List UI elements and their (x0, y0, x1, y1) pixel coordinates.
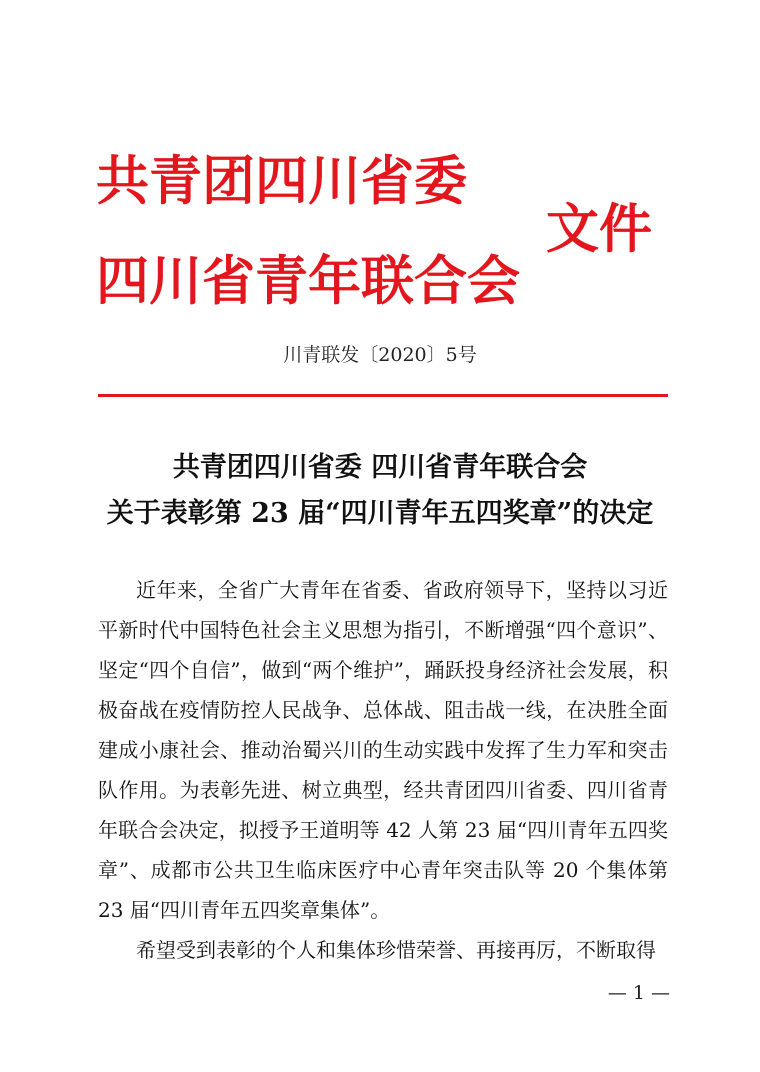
body-line: 23 届“四川青年五四奖章集体”。 (98, 898, 391, 922)
body-line: 平新时代中国特色社会主义思想为指引，不断增强“四个意识”、 (98, 618, 668, 642)
issuing-org-line-2: 四川省青年联合会 (96, 251, 520, 312)
body-line: 坚定“四个自信”，做到“两个维护”，踊跃投身经济社会发展，积 (98, 658, 668, 682)
red-divider-line (98, 394, 668, 397)
page-number: — 1 — (607, 982, 670, 1004)
document-title-line-2: 关于表彰第 23 届“四川青年五四奖章”的决定 (106, 498, 654, 529)
document-type-label: 文件 (546, 199, 652, 260)
body-line: 年联合会决定，拟授予王道明等 42 人第 23 届“四川青年五四奖 (98, 818, 668, 842)
body-line: 极奋战在疫情防控人民战争、总体战、阻击战一线，在决胜全面 (98, 698, 668, 722)
body-line: 近年来，全省广大青年在省委、省政府领导下，坚持以习近 (136, 578, 668, 602)
issuing-org-line-1: 共青团四川省委 (96, 151, 467, 212)
body-line: 建成小康社会、推动治蜀兴川的生动实践中发挥了生力军和突击 (98, 738, 668, 762)
body-line: 队作用。为表彰先进、树立典型，经共青团四川省委、四川省青 (98, 778, 668, 802)
document-title-line-1: 共青团四川省委 四川省青年联合会 (172, 452, 588, 483)
body-line: 章”、成都市公共卫生临床医疗中心青年突击队等 20 个集体第 (98, 858, 668, 882)
body-text (98, 570, 668, 970)
body-line: 希望受到表彰的个人和集体珍惜荣誉、再接再厉，不断取得 (136, 938, 656, 962)
red-divider-stroke (98, 394, 668, 397)
document-number: 川青联发〔2020〕5号 (283, 344, 477, 366)
